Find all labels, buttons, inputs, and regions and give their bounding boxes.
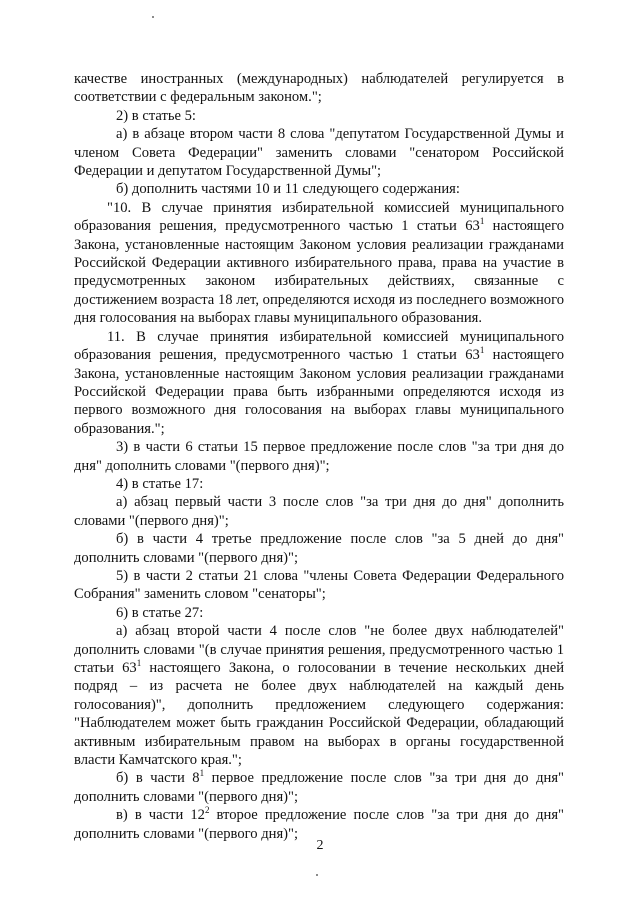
paragraph-13-part-1: а) абзац второй части 4 после слов "не более двух наблюдателей" дополнить словами "(в случае принятия решения, предусмотренного частью 1 статьи 63 — [74, 623, 564, 676]
paragraph-7: 3) в части 6 статьи 15 первое предложение после слов "за три дня до дня" дополнить словами "(первого дня)"; — [74, 439, 564, 474]
scan-speck — [316, 874, 318, 876]
page-number: 2 — [316, 838, 324, 853]
paragraph-15-part-1: в) в части 12 — [116, 807, 205, 824]
paragraph-6-part-2: настоящего Закона, установленные настоящим Законом условия реализации гражданами Российской Федерации права быть избранными определяются исходя из первого возможного дня голосования на выборах главы муниципального образования."; — [74, 347, 564, 437]
paragraph-14-part-2: первое предложение после слов "за три дня до дня" дополнить словами "(первого дня)"; — [74, 770, 564, 805]
paragraph-5-part-1: "10. В случае принятия избирательной комиссией муниципального образования решения, предусмотренного частью 1 статьи 63 — [74, 199, 564, 235]
superscript: 2 — [204, 805, 210, 816]
paragraph-6-part-1: 11. В случае принятия избирательной комиссией муниципального образования решения, предусмотренного частью 1 статьи 63 — [74, 328, 564, 364]
paragraph-4: б) дополнить частями 10 и 11 следующего содержания: — [116, 181, 460, 198]
scan-speck — [152, 16, 154, 18]
paragraph-5-part-2: настоящего Закона, установленные настоящим Законом условия реализации гражданами Российской Федерации активного избирательного права, права на участие в предусмотренных законом избирательных действиях, связанные с достижением возраста 18 лет, определяются исходя из последнего возможного дня голосования на выборах главы муниципального образования. — [74, 218, 564, 327]
paragraph-13 — [74, 622, 564, 769]
paragraph-6 — [74, 328, 564, 438]
paragraph-2: 2) в статье 5: — [116, 107, 196, 124]
paragraph-1: качестве иностранных (международных) наблюдателей регулируется в соответствии с федеральным законом."; — [74, 71, 564, 106]
superscript: 1 — [479, 345, 485, 356]
paragraph-12: 6) в статье 27: — [116, 604, 204, 621]
paragraph-8: 4) в статье 17: — [116, 475, 204, 492]
superscript: 1 — [136, 658, 142, 669]
paragraph-11: 5) в части 2 статьи 21 слова "члены Совета Федерации Федерального Собрания" заменить словом "сенаторы"; — [74, 567, 564, 603]
paragraph-14-part-1: б) в части 8 — [116, 770, 200, 787]
paragraph-3: а) в абзаце втором части 8 слова "депутатом Государственной Думы и членом Совета Федерации" заменить словами "сенатором Российской Федерации и депутатом Государственной Думы"; — [74, 126, 564, 180]
superscript: 1 — [199, 768, 205, 779]
paragraph-15-part-2: второе предложение после слов "за три дня до дня" дополнить словами "(первого дня)"; — [74, 807, 564, 842]
paragraph-10: б) в части 4 третье предложение после слов "за 5 дней до дня" дополнить словами "(первого дня)"; — [74, 531, 564, 566]
paragraph-13-part-2: настоящего Закона, о голосовании в течение нескольких дней подряд – из расчета не более двух наблюдателей на каждый день голосования)", дополнить предложением следующего содержания: "Наблюдателем может быть гражданин Российской Федерации, обладающий активным избирательным правом на выборах в органы государственной власти Камчатского края."; — [74, 660, 565, 769]
superscript: 1 — [479, 216, 485, 227]
paragraph-9: а) абзац первый части 3 после слов "за три дня до дня" дополнить словами "(первого дня)"; — [74, 494, 564, 529]
document-body — [74, 70, 564, 843]
paragraph-14 — [74, 769, 564, 806]
paragraph-5 — [74, 199, 564, 328]
